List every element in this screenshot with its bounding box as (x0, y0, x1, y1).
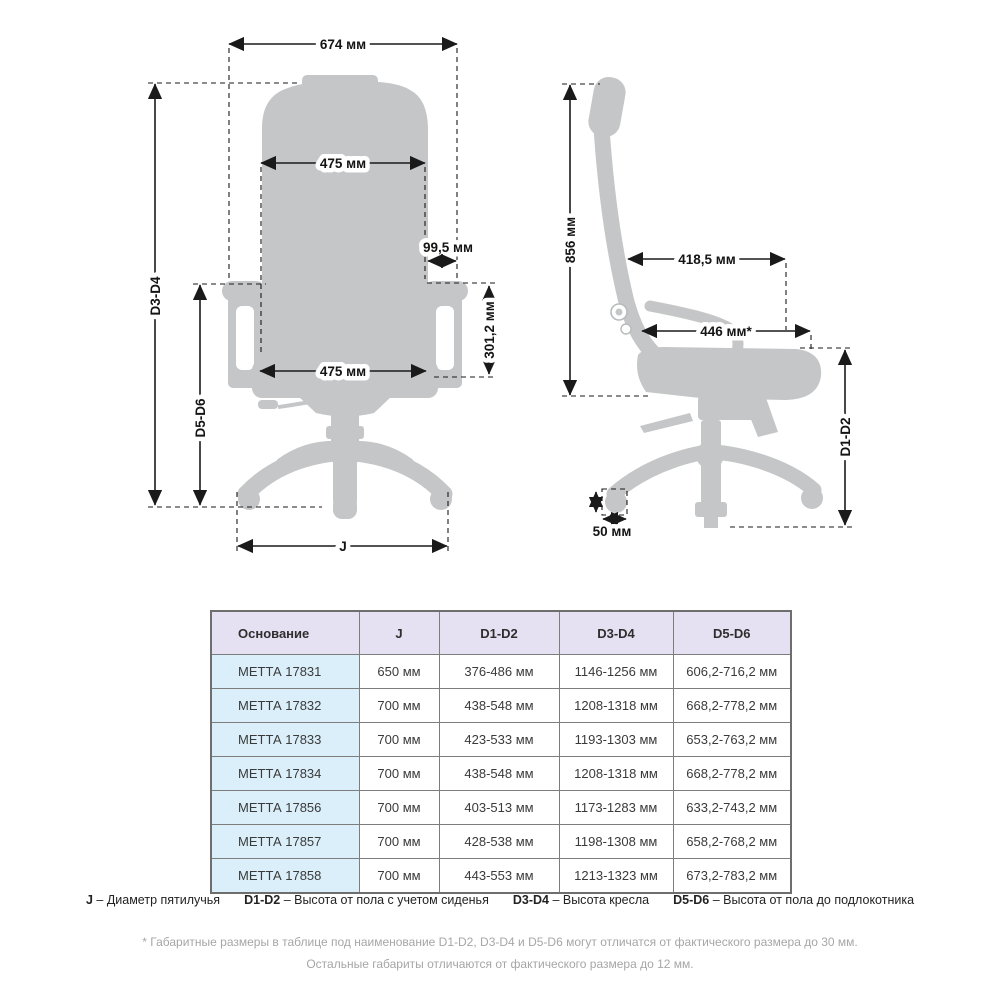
dim-armrest-floor-key: D5-D6 (193, 398, 208, 438)
table-cell: МЕТТА 17833 (211, 723, 359, 757)
table-cell: 700 мм (359, 757, 439, 791)
front-armrest-right-cutout (436, 306, 454, 370)
dim-backrest-width: 475 мм (319, 156, 367, 171)
table-header-cell: D5-D6 (673, 611, 791, 655)
legend-desc: – Диаметр пятилучья (96, 893, 221, 907)
table-cell: 438-548 мм (439, 757, 559, 791)
table-cell: 1173-1283 мм (559, 791, 673, 825)
table-cell: 1208-1318 мм (559, 689, 673, 723)
table-row (211, 791, 791, 825)
footnote (0, 931, 1000, 975)
table-cell: 668,2-778,2 мм (673, 689, 791, 723)
table-cell: 1193-1303 мм (559, 723, 673, 757)
table-row (211, 723, 791, 757)
side-gas-lift-stem (704, 516, 718, 528)
table-cell: 428-538 мм (439, 825, 559, 859)
table-row (211, 689, 791, 723)
spec-table-wrap (210, 610, 790, 894)
dim-headrest-offset: 99,5 мм (423, 240, 473, 255)
side-lever-left (640, 413, 693, 433)
table-cell: 673,2-783,2 мм (673, 859, 791, 894)
footnote-line-2: Остальные габариты отличаются от фактического размера до 12 мм. (306, 957, 694, 971)
table-cell: 653,2-763,2 мм (673, 723, 791, 757)
table-cell: МЕТТА 17858 (211, 859, 359, 894)
spec-table (210, 610, 792, 894)
front-view-chair (222, 75, 468, 519)
side-lumbar-knob-center (616, 309, 623, 316)
legend-desc: – Высота от пола до подлокотника (712, 893, 915, 907)
table-cell: МЕТТА 17834 (211, 757, 359, 791)
table-cell: 658,2-768,2 мм (673, 825, 791, 859)
legend-item (86, 893, 220, 907)
table-cell: 668,2-778,2 мм (673, 757, 791, 791)
dim-seat-depth: 446 мм* (700, 324, 752, 339)
footnote-line-1: * Габаритные размеры в таблице под наименование D1-D2, D3-D4 и D5-D6 могут отличатся от фактического размера до 30 мм. (142, 935, 858, 949)
table-cell: 606,2-716,2 мм (673, 655, 791, 689)
legend-desc: – Высота кресла (552, 893, 650, 907)
dim-seat-height-key: D1-D2 (838, 417, 853, 457)
table-cell: 700 мм (359, 689, 439, 723)
table-cell: МЕТТА 17857 (211, 825, 359, 859)
front-armrest-left-cutout (236, 306, 254, 370)
table-cell: 700 мм (359, 859, 439, 894)
table-row (211, 859, 791, 894)
table-cell: 1146-1256 мм (559, 655, 673, 689)
table-cell: 650 мм (359, 655, 439, 689)
table-header-cell: D3-D4 (559, 611, 673, 655)
side-back-frame (602, 135, 652, 352)
spec-table-head (211, 611, 791, 655)
table-cell: 633,2-743,2 мм (673, 791, 791, 825)
table-row (211, 825, 791, 859)
table-header-cell: D1-D2 (439, 611, 559, 655)
table-cell: МЕТТА 17832 (211, 689, 359, 723)
legend-desc: – Высота от пола с учетом сиденья (283, 893, 489, 907)
table-cell: 438-548 мм (439, 689, 559, 723)
dim-chair-height-key: D3-D4 (148, 276, 163, 316)
table-cell: 1208-1318 мм (559, 757, 673, 791)
side-view-chair (586, 75, 823, 528)
spec-table-body (211, 655, 791, 894)
legend-key: D1-D2 (244, 893, 284, 907)
dim-back-height: 856 мм (563, 216, 578, 264)
dim-armrest-height: 301,2 мм (482, 301, 497, 359)
table-cell: МЕТТА 17856 (211, 791, 359, 825)
table-cell: 443-553 мм (439, 859, 559, 894)
table-cell: 403-513 мм (439, 791, 559, 825)
table-row (211, 655, 791, 689)
legend (0, 893, 1000, 907)
legend-item (673, 893, 914, 907)
table-cell: 423-533 мм (439, 723, 559, 757)
legend-item (513, 893, 649, 907)
table-cell: 1198-1308 мм (559, 825, 673, 859)
side-caster-left (605, 491, 627, 513)
table-cell: МЕТТА 17831 (211, 655, 359, 689)
front-caster-right (430, 488, 452, 510)
front-backrest (262, 81, 428, 391)
table-cell: 700 мм (359, 791, 439, 825)
header-row (211, 611, 791, 655)
legend-key: D3-D4 (512, 893, 553, 907)
dim-base-diameter-key: J (339, 539, 347, 554)
dim-caster-size: 50 мм (592, 524, 632, 539)
dim-seat-width: 475 мм (319, 364, 367, 379)
legend-key: J (85, 893, 97, 907)
table-header-cell: Основание (211, 611, 359, 655)
side-lumbar-lever (621, 324, 631, 334)
table-header-cell: J (359, 611, 439, 655)
side-caster-right (801, 487, 823, 509)
table-cell: 700 мм (359, 825, 439, 859)
front-cable-handle (258, 400, 278, 409)
table-cell: 376-486 мм (439, 655, 559, 689)
legend-key: D5-D6 (673, 893, 713, 907)
table-row (211, 757, 791, 791)
legend-item (244, 893, 489, 907)
side-gas-lift-collar (695, 502, 727, 517)
dim-backrest-to-front: 418,5 мм (678, 252, 736, 267)
side-seat (637, 347, 821, 400)
table-cell: 1213-1323 мм (559, 859, 673, 894)
dim-overall-width: 674 мм (319, 37, 367, 52)
front-caster-center (333, 496, 357, 519)
table-cell: 700 мм (359, 723, 439, 757)
